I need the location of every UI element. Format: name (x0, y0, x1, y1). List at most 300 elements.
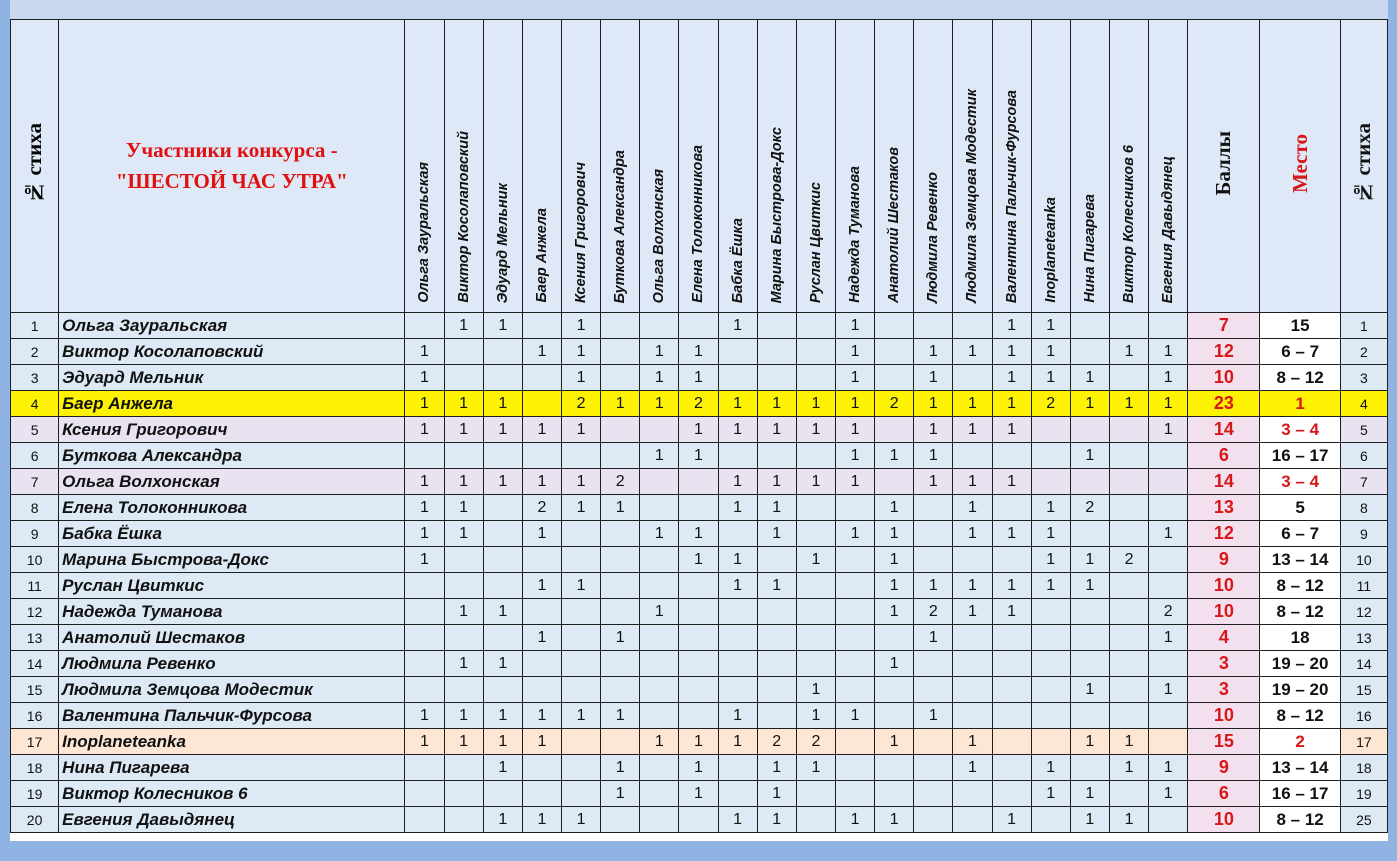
voter-name: Ксения Григорович (573, 162, 590, 303)
vote-cell (1149, 313, 1188, 339)
vote-cell (914, 729, 953, 755)
header-voter (1070, 20, 1109, 313)
vote-cell (601, 521, 640, 547)
vote-cell: 1 (914, 391, 953, 417)
vote-cell: 1 (601, 781, 640, 807)
vote-cell (405, 651, 444, 677)
vote-cell: 1 (679, 339, 718, 365)
vote-cell: 1 (992, 573, 1031, 599)
vote-cell (1070, 625, 1109, 651)
vote-cell (1070, 417, 1109, 443)
vote-cell: 1 (483, 729, 522, 755)
place-cell: 1 (1260, 391, 1340, 417)
vote-cell: 1 (1149, 417, 1188, 443)
header-voter (718, 20, 757, 313)
vote-cell (796, 599, 835, 625)
vote-cell: 1 (796, 547, 835, 573)
results-body (11, 313, 1388, 833)
poem-number-right: 2 (1340, 339, 1387, 365)
participant-name: Виктор Косолаповский (59, 339, 405, 365)
vote-cell (522, 313, 561, 339)
sheet-top-frame (10, 0, 1388, 19)
place-cell: 6 – 7 (1260, 339, 1340, 365)
vote-cell: 1 (757, 573, 796, 599)
vote-cell (953, 781, 992, 807)
voter-name: Руслан Цвиткис (807, 181, 824, 303)
vote-cell (875, 677, 914, 703)
vote-cell (1031, 443, 1070, 469)
vote-cell (483, 625, 522, 651)
vote-cell (914, 547, 953, 573)
vote-cell (601, 547, 640, 573)
vote-cell: 1 (718, 729, 757, 755)
vote-cell (640, 313, 679, 339)
score-cell: 14 (1188, 469, 1260, 495)
score-cell: 3 (1188, 677, 1260, 703)
vote-cell: 1 (561, 703, 600, 729)
vote-cell: 2 (875, 391, 914, 417)
poem-number: 6 (11, 443, 59, 469)
vote-cell (1031, 599, 1070, 625)
vote-cell (757, 339, 796, 365)
participant-name: Евгения Давыдянец (59, 807, 405, 833)
voter-name: Виктор Колесников 6 (1121, 144, 1138, 303)
vote-cell: 1 (992, 599, 1031, 625)
vote-cell: 1 (1070, 443, 1109, 469)
table-row (11, 313, 1388, 339)
poem-number-right: 18 (1340, 755, 1387, 781)
table-row (11, 339, 1388, 365)
vote-cell: 1 (835, 365, 874, 391)
participant-name: Валентина Пальчик-Фурсова (59, 703, 405, 729)
header-voter (835, 20, 874, 313)
vote-cell: 2 (1070, 495, 1109, 521)
table-row (11, 677, 1388, 703)
voter-name: Эдуард Мельник (494, 182, 511, 303)
vote-cell: 1 (1031, 521, 1070, 547)
vote-cell (796, 339, 835, 365)
vote-cell (444, 443, 483, 469)
contest-title (59, 20, 405, 313)
vote-cell (601, 573, 640, 599)
vote-cell: 1 (1070, 781, 1109, 807)
vote-cell: 1 (640, 443, 679, 469)
vote-cell (1070, 755, 1109, 781)
table-row (11, 807, 1388, 833)
vote-cell: 1 (405, 521, 444, 547)
participant-name: Людмила Ревенко (59, 651, 405, 677)
vote-cell (757, 703, 796, 729)
vote-cell: 1 (914, 443, 953, 469)
vote-cell (875, 625, 914, 651)
vote-cell (561, 521, 600, 547)
vote-cell: 1 (483, 599, 522, 625)
vote-cell: 1 (405, 469, 444, 495)
vote-cell: 1 (561, 339, 600, 365)
vote-cell: 1 (444, 417, 483, 443)
voter-name: Виктор Косолаповский (455, 131, 472, 303)
vote-cell (601, 313, 640, 339)
participant-name: Бабка Ёшка (59, 521, 405, 547)
vote-cell: 1 (640, 599, 679, 625)
vote-cell (835, 599, 874, 625)
vote-cell (1070, 339, 1109, 365)
vote-cell: 1 (561, 495, 600, 521)
vote-cell (561, 755, 600, 781)
vote-cell: 1 (1070, 573, 1109, 599)
vote-cell: 1 (875, 443, 914, 469)
poem-number-right: 14 (1340, 651, 1387, 677)
vote-cell: 1 (405, 391, 444, 417)
vote-cell (679, 469, 718, 495)
vote-cell (601, 599, 640, 625)
vote-cell: 1 (835, 443, 874, 469)
vote-cell (1031, 677, 1070, 703)
vote-cell (1149, 703, 1188, 729)
vote-cell (561, 729, 600, 755)
vote-cell (796, 625, 835, 651)
score-cell: 10 (1188, 599, 1260, 625)
vote-cell: 1 (405, 547, 444, 573)
vote-cell: 1 (444, 521, 483, 547)
vote-cell (444, 573, 483, 599)
vote-cell: 1 (835, 417, 874, 443)
vote-cell (405, 807, 444, 833)
header-voter (561, 20, 600, 313)
voter-name: Елена Толоконникова (690, 145, 707, 303)
vote-cell: 1 (835, 313, 874, 339)
vote-cell (640, 807, 679, 833)
vote-cell: 1 (561, 469, 600, 495)
vote-cell: 1 (757, 495, 796, 521)
voter-name: Ольга Волхонская (651, 168, 668, 303)
participant-name: Виктор Колесников 6 (59, 781, 405, 807)
participant-name: Ольга Зауральская (59, 313, 405, 339)
vote-cell: 1 (914, 417, 953, 443)
vote-cell: 1 (718, 573, 757, 599)
place-cell: 8 – 12 (1260, 599, 1340, 625)
vote-cell: 1 (992, 365, 1031, 391)
vote-cell (1149, 651, 1188, 677)
vote-cell: 1 (405, 365, 444, 391)
header-voter (992, 20, 1031, 313)
vote-cell: 1 (1070, 807, 1109, 833)
vote-cell: 1 (718, 547, 757, 573)
poem-number: 15 (11, 677, 59, 703)
participant-name: Анатолий Шестаков (59, 625, 405, 651)
score-sheet (10, 19, 1388, 841)
vote-cell: 1 (835, 339, 874, 365)
header-voter (953, 20, 992, 313)
vote-cell (796, 313, 835, 339)
vote-cell (444, 547, 483, 573)
vote-cell (992, 781, 1031, 807)
vote-cell: 1 (483, 469, 522, 495)
vote-cell: 1 (1031, 573, 1070, 599)
vote-cell: 1 (601, 391, 640, 417)
contest-title-line2: "ШЕСТОЙ ЧАС УТРА" (115, 169, 348, 193)
poem-number: 1 (11, 313, 59, 339)
vote-cell (601, 729, 640, 755)
vote-cell (757, 599, 796, 625)
vote-cell (1149, 443, 1188, 469)
vote-cell (679, 703, 718, 729)
participant-name: Inoplaneteanka (59, 729, 405, 755)
score-cell: 12 (1188, 521, 1260, 547)
vote-cell (718, 365, 757, 391)
vote-cell (640, 573, 679, 599)
vote-cell: 1 (522, 729, 561, 755)
vote-cell: 1 (835, 807, 874, 833)
poem-number-right: 7 (1340, 469, 1387, 495)
vote-cell (757, 365, 796, 391)
vote-cell (1109, 625, 1148, 651)
vote-cell (679, 599, 718, 625)
vote-cell (601, 417, 640, 443)
vote-cell (835, 755, 874, 781)
vote-cell (483, 677, 522, 703)
vote-cell (1109, 313, 1148, 339)
table-row (11, 781, 1388, 807)
vote-cell (601, 339, 640, 365)
vote-cell: 1 (1149, 755, 1188, 781)
vote-cell (1109, 521, 1148, 547)
vote-cell (1109, 651, 1148, 677)
vote-cell: 1 (405, 417, 444, 443)
score-cell: 7 (1188, 313, 1260, 339)
vote-cell: 1 (601, 495, 640, 521)
vote-cell: 2 (757, 729, 796, 755)
vote-cell (1149, 807, 1188, 833)
vote-cell (875, 703, 914, 729)
header-voter (757, 20, 796, 313)
place-cell: 16 – 17 (1260, 781, 1340, 807)
score-cell: 3 (1188, 651, 1260, 677)
vote-cell: 1 (953, 573, 992, 599)
poem-number-right: 3 (1340, 365, 1387, 391)
vote-cell (718, 677, 757, 703)
vote-cell (992, 729, 1031, 755)
vote-cell: 1 (718, 807, 757, 833)
vote-cell: 1 (718, 391, 757, 417)
vote-cell: 1 (561, 807, 600, 833)
score-cell: 13 (1188, 495, 1260, 521)
vote-cell: 1 (1149, 391, 1188, 417)
vote-cell (796, 807, 835, 833)
vote-cell (1070, 703, 1109, 729)
vote-cell (953, 625, 992, 651)
vote-cell: 1 (522, 573, 561, 599)
vote-cell (522, 651, 561, 677)
vote-cell: 1 (757, 469, 796, 495)
vote-cell (640, 677, 679, 703)
vote-cell (640, 469, 679, 495)
poem-number: 8 (11, 495, 59, 521)
table-row (11, 443, 1388, 469)
place-cell: 5 (1260, 495, 1340, 521)
vote-cell (953, 703, 992, 729)
vote-cell: 1 (679, 547, 718, 573)
vote-cell (718, 521, 757, 547)
participant-name: Буткова Александра (59, 443, 405, 469)
vote-cell (679, 313, 718, 339)
vote-cell (875, 755, 914, 781)
poem-number: 18 (11, 755, 59, 781)
vote-cell (679, 625, 718, 651)
place-cell: 6 – 7 (1260, 521, 1340, 547)
vote-cell (405, 573, 444, 599)
poem-number: 12 (11, 599, 59, 625)
voter-name: Inoplaneteanka (1042, 197, 1059, 303)
vote-cell (444, 677, 483, 703)
vote-cell: 1 (757, 781, 796, 807)
vote-cell (875, 469, 914, 495)
vote-cell: 1 (718, 495, 757, 521)
vote-cell (718, 599, 757, 625)
vote-cell (405, 313, 444, 339)
poem-number: 5 (11, 417, 59, 443)
vote-cell: 1 (718, 417, 757, 443)
poem-number-right: 9 (1340, 521, 1387, 547)
vote-cell: 1 (875, 599, 914, 625)
vote-cell (757, 625, 796, 651)
vote-cell (1149, 495, 1188, 521)
poem-number: 14 (11, 651, 59, 677)
score-cell: 10 (1188, 365, 1260, 391)
vote-cell: 1 (796, 469, 835, 495)
score-cell: 6 (1188, 781, 1260, 807)
vote-cell (796, 495, 835, 521)
vote-cell: 1 (444, 469, 483, 495)
vote-cell (640, 651, 679, 677)
vote-cell: 1 (953, 495, 992, 521)
voter-name: Нина Пигарева (1081, 194, 1098, 303)
vote-cell (561, 677, 600, 703)
vote-cell: 1 (483, 807, 522, 833)
vote-cell (875, 339, 914, 365)
header-voter (1031, 20, 1070, 313)
place-cell: 13 – 14 (1260, 755, 1340, 781)
vote-cell (561, 599, 600, 625)
place-cell: 8 – 12 (1260, 365, 1340, 391)
vote-cell: 1 (914, 573, 953, 599)
vote-cell: 2 (1031, 391, 1070, 417)
vote-cell (1070, 599, 1109, 625)
vote-cell (992, 755, 1031, 781)
vote-cell (640, 495, 679, 521)
vote-cell: 1 (522, 807, 561, 833)
vote-cell: 1 (405, 729, 444, 755)
vote-cell (1109, 417, 1148, 443)
place-cell: 15 (1260, 313, 1340, 339)
participant-name: Ольга Волхонская (59, 469, 405, 495)
header-voter (640, 20, 679, 313)
vote-cell (1109, 443, 1148, 469)
vote-cell (1109, 365, 1148, 391)
vote-cell (561, 651, 600, 677)
vote-cell (405, 677, 444, 703)
vote-cell: 1 (875, 729, 914, 755)
vote-cell (1109, 573, 1148, 599)
poem-number-right: 25 (1340, 807, 1387, 833)
vote-cell: 2 (601, 469, 640, 495)
score-cell: 10 (1188, 703, 1260, 729)
vote-cell (601, 677, 640, 703)
place-cell: 8 – 12 (1260, 703, 1340, 729)
vote-cell: 1 (992, 469, 1031, 495)
vote-cell (1109, 495, 1148, 521)
score-cell: 4 (1188, 625, 1260, 651)
vote-cell: 1 (444, 729, 483, 755)
poem-number: 19 (11, 781, 59, 807)
vote-cell: 1 (640, 521, 679, 547)
vote-cell (718, 755, 757, 781)
vote-cell (444, 755, 483, 781)
vote-cell (679, 573, 718, 599)
place-cell: 19 – 20 (1260, 651, 1340, 677)
poem-number-right: 4 (1340, 391, 1387, 417)
vote-cell: 1 (1070, 729, 1109, 755)
vote-cell: 1 (953, 521, 992, 547)
vote-cell (914, 677, 953, 703)
header-voter (444, 20, 483, 313)
vote-cell: 1 (444, 391, 483, 417)
vote-cell (1109, 781, 1148, 807)
vote-cell: 1 (483, 313, 522, 339)
vote-cell (1031, 469, 1070, 495)
vote-cell (992, 703, 1031, 729)
vote-cell: 1 (796, 677, 835, 703)
voter-name: Евгения Давыдянец (1160, 155, 1177, 303)
poem-number-right: 5 (1340, 417, 1387, 443)
vote-cell (444, 807, 483, 833)
vote-cell: 1 (875, 651, 914, 677)
score-cell: 6 (1188, 443, 1260, 469)
vote-cell (718, 339, 757, 365)
vote-cell (522, 599, 561, 625)
vote-cell (796, 521, 835, 547)
vote-cell (483, 547, 522, 573)
vote-cell (561, 781, 600, 807)
vote-cell: 2 (679, 391, 718, 417)
vote-cell: 1 (953, 417, 992, 443)
vote-cell (757, 651, 796, 677)
poem-number-right: 1 (1340, 313, 1387, 339)
vote-cell (875, 313, 914, 339)
poem-number-right: 16 (1340, 703, 1387, 729)
vote-cell (522, 755, 561, 781)
voter-name: Людмила Ревенко (925, 172, 942, 303)
vote-cell (679, 807, 718, 833)
vote-cell (405, 599, 444, 625)
vote-cell: 1 (640, 391, 679, 417)
vote-cell: 2 (1149, 599, 1188, 625)
table-row (11, 521, 1388, 547)
vote-cell: 1 (953, 755, 992, 781)
poem-number-right: 11 (1340, 573, 1387, 599)
vote-cell: 1 (992, 313, 1031, 339)
vote-cell (1031, 703, 1070, 729)
vote-cell (796, 573, 835, 599)
vote-cell: 1 (1109, 339, 1148, 365)
vote-cell: 2 (914, 599, 953, 625)
vote-cell: 1 (875, 495, 914, 521)
vote-cell: 1 (679, 729, 718, 755)
vote-cell: 1 (444, 599, 483, 625)
voter-name: Людмила Земцова Модестик (964, 89, 981, 303)
table-row (11, 729, 1388, 755)
vote-cell (640, 417, 679, 443)
